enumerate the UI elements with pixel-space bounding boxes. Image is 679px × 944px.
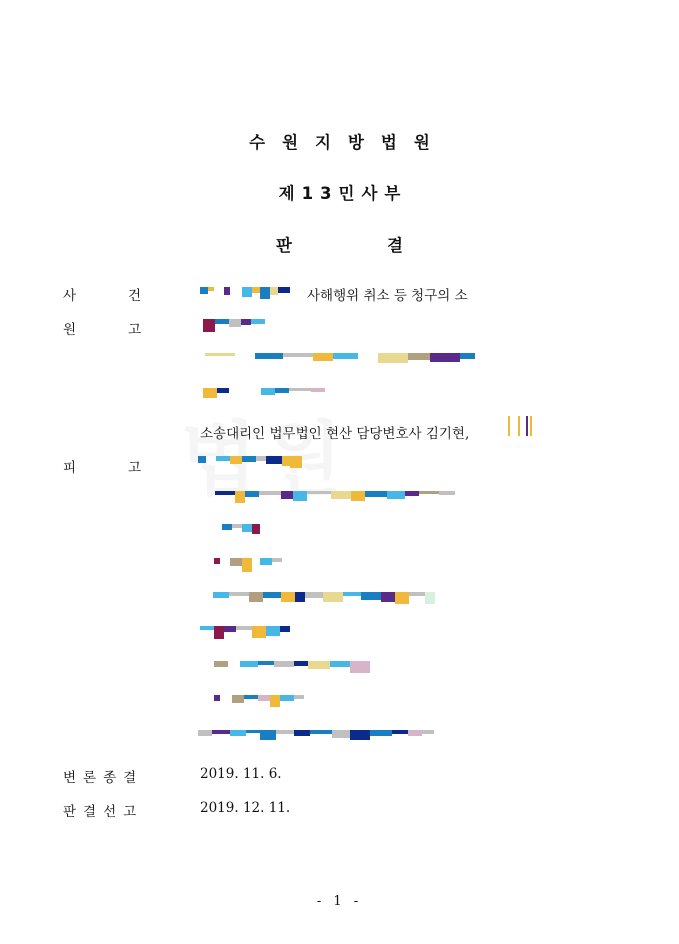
redacted-defendant-name: [198, 456, 338, 470]
redacted-defendant-line-2: [222, 524, 282, 538]
judgment-date: 2019. 12. 11.: [200, 800, 291, 816]
redacted-defendant-line-7: [214, 695, 344, 709]
plaintiff-counsel: 소송대리인 법무법인 현산 담당변호사 김기현,: [200, 426, 470, 442]
redacted-defendant-line-8: [198, 730, 488, 744]
redacted-defendant-line-4: [213, 592, 493, 606]
division-name: 제13민사부: [278, 184, 408, 203]
redacted-plaintiff-name: [203, 319, 283, 333]
plaintiff-label: 원고: [63, 322, 194, 338]
case-title: 사해행위 취소 등 청구의 소: [307, 288, 468, 304]
case-label: 사건: [63, 288, 194, 304]
redacted-plaintiff-detail: [203, 388, 343, 402]
redacted-counsel-names: [508, 416, 538, 438]
page-number: - 1 -: [316, 894, 363, 909]
redacted-plaintiff-address: [205, 353, 505, 367]
redacted-defendant-line-5: [200, 626, 320, 640]
defendant-label: 피고: [63, 460, 194, 476]
redacted-case-number: [200, 287, 300, 301]
redacted-defendant-line-3: [214, 558, 304, 572]
argument-end-date: 2019. 11. 6.: [200, 766, 282, 782]
judgment-date-label: 판결선고: [63, 804, 144, 820]
argument-end-label: 변론종결: [63, 770, 144, 786]
redacted-defendant-line-1: [215, 491, 535, 505]
redacted-defendant-line-6: [214, 661, 404, 675]
court-name: 수원지방법원: [249, 133, 447, 152]
document-type: 판결: [276, 236, 498, 255]
